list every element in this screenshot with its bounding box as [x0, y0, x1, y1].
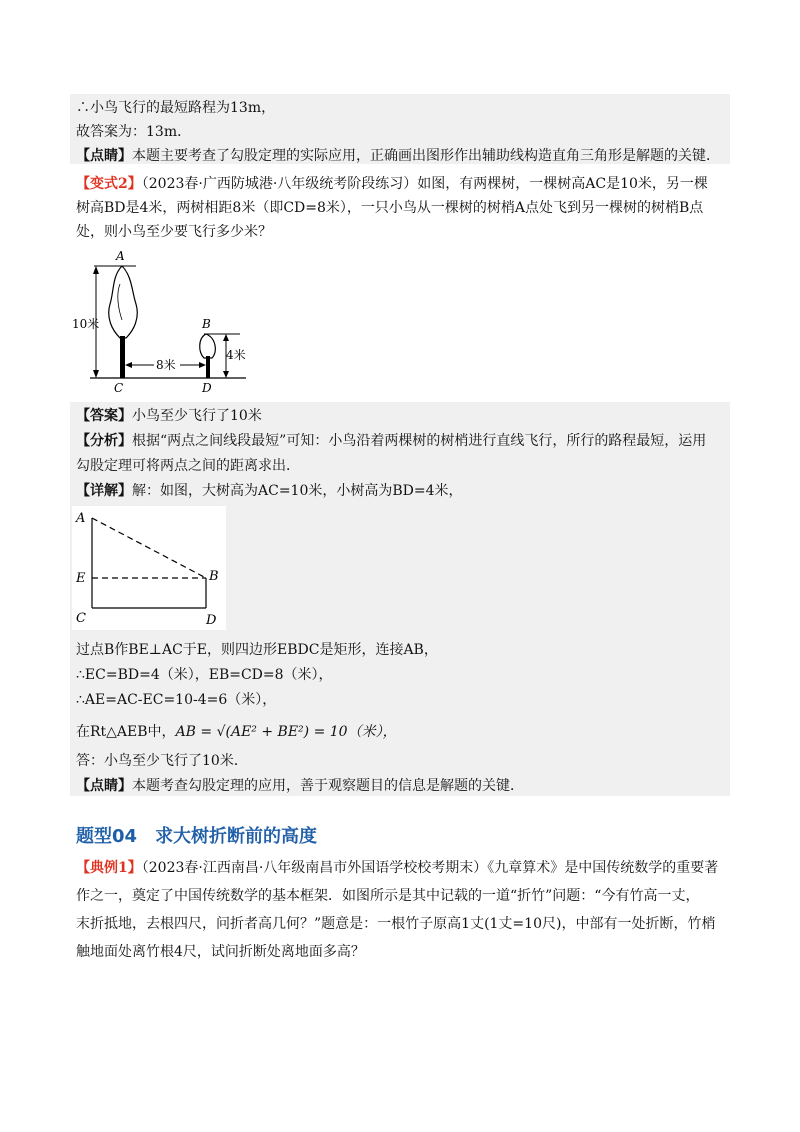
fig1-label-8m: 8米	[156, 358, 176, 372]
step-4-formula: AB = √(AE² + BE²) = 10（米），	[175, 724, 397, 740]
fig2-label-C: C	[76, 611, 86, 626]
fig1-label-D: D	[202, 381, 212, 395]
fig1-label-B: B	[202, 317, 211, 331]
section-number: 题型04	[76, 826, 138, 847]
step-3: ∴AE=AC-EC=10-4=6（米），	[76, 692, 277, 708]
fig2-label-E: E	[76, 571, 86, 586]
fig1-label-A: A	[116, 249, 125, 263]
variant2-line-1	[76, 174, 708, 194]
answer-line	[76, 406, 262, 426]
fig1-label-C: C	[114, 381, 124, 395]
example1-line-4: 触地面处离竹根4尺，试问折断处离地面多高？	[76, 944, 365, 960]
example1-line-1	[76, 858, 718, 878]
fig1-label-4m: 4米	[226, 348, 246, 362]
detail-text-1: 解：如图，大树高为AC=10米，小树高为BD=4米，	[132, 483, 463, 499]
step-4	[76, 722, 397, 742]
solution-line-1: ∴小鸟飞行的最短路程为13m，	[76, 100, 276, 116]
detail-tag: 【详解】	[76, 483, 132, 499]
tree-figure	[72, 248, 256, 395]
analysis-line-1	[76, 431, 706, 451]
step-5: 答：小鸟至少飞行了10米．	[76, 753, 248, 769]
comment-text: 本题主要考查了勾股定理的实际应用，正确画出图形作出辅助线构造直角三角形是解题的关键．	[132, 148, 720, 164]
answer-text: 小鸟至少飞行了10米	[132, 408, 262, 424]
solution-line-2: 故答案为：13m．	[76, 124, 192, 140]
example1-line-2: 作之一，奠定了中国传统数学的基本框架．如图所示是其中记载的一道“折竹”问题：“今有竹高一丈，	[76, 888, 700, 904]
section-title: 求大树折断前的高度	[155, 826, 318, 847]
fig2-label-A: A	[76, 511, 86, 526]
analysis-tag: 【分析】	[76, 433, 132, 449]
example1-tag: 【典例1】	[76, 860, 142, 876]
fig1-label-10m: 10米	[72, 317, 100, 331]
variant2-tag: 【变式2】	[76, 176, 142, 192]
comment-tag: 【点睛】	[76, 148, 132, 164]
step-1: 过点B作BE⊥AC于E，则四边形EBDC是矩形，连接AB，	[76, 642, 438, 658]
comment2-tag: 【点睛】	[76, 778, 132, 794]
fig2-label-B: B	[209, 569, 219, 584]
analysis-text-1: 根据“两点之间线段最短”可知：小鸟沿着两棵树的树梢进行直线飞行，所行的路程最短，运用	[132, 433, 707, 449]
example1-text-1: （2023春·江西南昌·八年级南昌市外国语学校校考期末）《九章算术》是中国传统数学的重要著	[141, 860, 719, 876]
detail-line-1	[76, 481, 463, 501]
comment2-line	[76, 776, 524, 796]
variant2-line-2: 树高BD是4米，两树相距8米（即CD=8米），一只小鸟从一棵树的树梢A点处飞到另一棵树的树梢B点	[76, 200, 704, 216]
step-4-prefix: 在Rt△AEB中，	[76, 724, 176, 740]
example1-line-3: 末折抵地，去根四尺，问折者高几何？”题意是：一根竹子原高1丈(1丈=10尺)，中部有一处折断，竹梢	[76, 916, 716, 932]
comment2-text: 本题考查勾股定理的应用，善于观察题目的信息是解题的关键．	[132, 778, 524, 794]
answer-tag: 【答案】	[76, 408, 132, 424]
comment-line	[76, 146, 720, 166]
section-heading	[76, 822, 317, 848]
analysis-line-2: 勾股定理可将两点之间的距离求出．	[76, 458, 300, 474]
geometry-figure	[72, 506, 226, 630]
fig2-label-D: D	[206, 613, 217, 628]
step-2: ∴EC=BD=4（米），EB=CD=8（米），	[76, 667, 333, 683]
variant2-text-1: （2023春·广西防城港·八年级统考阶段练习）如图，有两棵树，一棵树高AC是10米，另一棵	[141, 176, 708, 192]
variant2-line-3: 处，则小鸟至少要飞行多少米？	[76, 224, 272, 240]
